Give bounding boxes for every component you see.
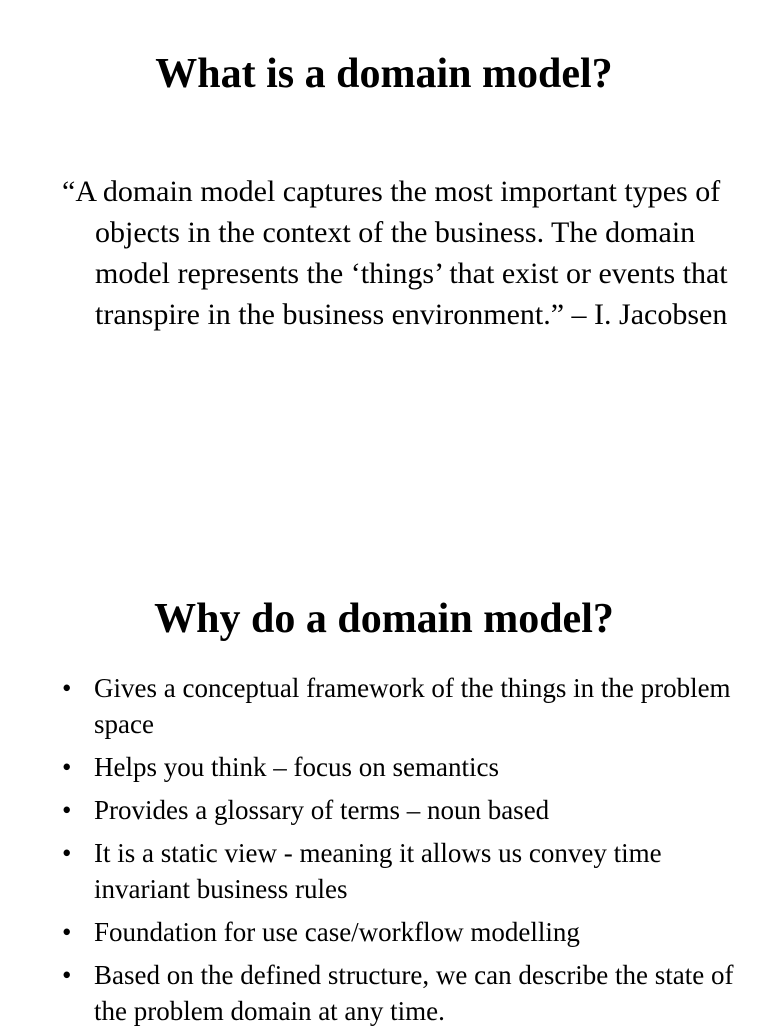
list-item <box>62 670 742 742</box>
page-title: What is a domain model? <box>155 51 613 97</box>
bullet-icon: • <box>62 838 72 868</box>
list-item-text: Helps you think – focus on semantics <box>94 752 499 782</box>
bullet-icon: • <box>62 960 72 990</box>
list-item <box>62 749 742 785</box>
jacobsen-quote: “A domain model captures the most important types of objects in the context of the business. The domain model represents the ‘things’ that exist or events that transpire in the business environment.” – I. Jacobsen <box>62 175 728 331</box>
list-item <box>62 914 742 950</box>
list-item <box>62 792 742 828</box>
list-item <box>62 957 742 1029</box>
list-item-text: Based on the defined structure, we can describe the state of the problem domain at any time. <box>94 960 734 1026</box>
bullet-icon: • <box>62 917 72 947</box>
section-title: Why do a domain model? <box>154 596 614 642</box>
reasons-list <box>62 670 742 1036</box>
list-item <box>62 835 742 907</box>
list-item-text: Gives a conceptual framework of the things in the problem space <box>94 673 731 739</box>
bullet-icon: • <box>62 795 72 825</box>
list-item-text: Foundation for use case/workflow modelling <box>94 917 580 947</box>
bullet-icon: • <box>62 673 72 703</box>
list-item-text: Provides a glossary of terms – noun based <box>94 795 550 825</box>
bullet-icon: • <box>62 752 72 782</box>
list-item-text: It is a static view - meaning it allows us convey time invariant business rules <box>94 838 662 904</box>
